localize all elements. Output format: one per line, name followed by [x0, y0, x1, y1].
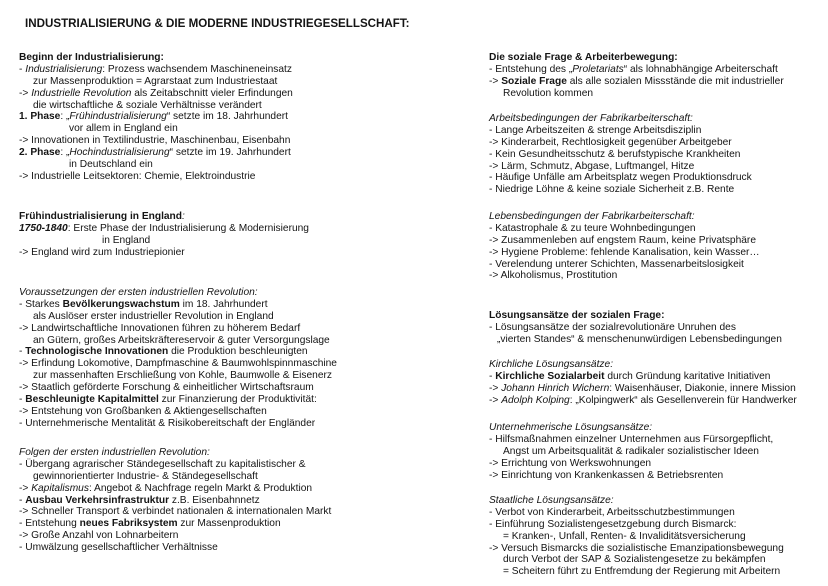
- text-line: 2. Phase: „Hochindustrialisierung“ setzte im 19. Jahrhundert: [19, 147, 291, 159]
- text-line: -> Errichtung von Werkswohnungen: [489, 457, 652, 469]
- text-line: -> Soziale Frage als alle sozialen Missstände die mit industrieller: [489, 75, 784, 87]
- text-line: - Lösungsansätze der sozialrevolutionäre Unruhen des: [489, 321, 736, 333]
- text-line: zur massenhaften Erschließung von Kohle, Baumwolle & Eisenerz: [33, 370, 332, 382]
- text-line: in England: [102, 234, 151, 246]
- text-line: - Kein Gesundheitsschutz & berufstypische Krankheiten: [489, 148, 741, 160]
- text-line: - Beschleunigte Kapitalmittel zur Finanzierung der Produktivität:: [19, 394, 317, 406]
- text-line: -> Einrichtung von Krankenkassen & Betriebsrenten: [489, 469, 724, 481]
- text-line: - Starkes Bevölkerungswachstum im 18. Jahrhundert: [19, 298, 268, 310]
- text-line: - Umwälzung gesellschaftlicher Verhältnisse: [19, 542, 218, 554]
- section-arbeitsbedingungen: [489, 113, 752, 196]
- section-heading: Unternehmerische Lösungsansätze:: [489, 422, 653, 433]
- text-line: Revolution kommen: [503, 87, 594, 99]
- section-kirchliche: [489, 359, 797, 407]
- section-heading: Staatliche Lösungsansätze:: [489, 495, 614, 506]
- section-staatliche: [489, 495, 784, 578]
- text-line: -> England wird zum Industriepionier: [19, 246, 185, 258]
- text-line: -> Landwirtschaftliche Innovationen führen zu höherem Bedarf: [19, 322, 301, 334]
- text-line: durch Verbot der SAP & Sozialistengesetze zu bekämpfen: [503, 554, 766, 566]
- text-line: = Scheitern führt zu Entfremdung der Regierung mit Arbeitern: [503, 566, 781, 578]
- text-line: - Technologische Innovationen die Produktion beschleunigten: [19, 346, 308, 358]
- section-folgen: [19, 447, 331, 554]
- text-line: -> Alkoholismus, Prostitution: [489, 270, 618, 282]
- text-line: -> Industrielle Leitsektoren: Chemie, Elektroindustrie: [19, 170, 256, 182]
- text-line: -> Staatlich geförderte Forschung & einheitlicher Wirtschaftsraum: [19, 382, 314, 394]
- section-heading: Lebensbedingungen der Fabrikarbeiterschaft:: [489, 211, 695, 222]
- text-line: „vierten Standes“ & menschenunwürdigen Lebensbedingungen: [497, 333, 782, 345]
- text-line: - Übergang agrarischer Ständegesellschaft zu kapitalistischer &: [19, 458, 306, 470]
- text-line: an Gütern, großes Arbeitskräftereservoir & guter Versorgungslage: [33, 334, 330, 346]
- text-line: - Ausbau Verkehrsinfrastruktur z.B. Eisenbahnnetz: [19, 494, 260, 506]
- section-beginn: [19, 52, 293, 183]
- section-frueh: [19, 211, 309, 259]
- section-heading: Voraussetzungen der ersten industriellen Revolution:: [19, 287, 258, 298]
- section-soziale-frage: [489, 52, 784, 100]
- text-line: = Kranken-, Unfall, Renten- & Invaliditätsversicherung: [503, 530, 746, 542]
- text-line: - Kirchliche Sozialarbeit durch Gründung karitative Initiativen: [489, 370, 771, 382]
- section-heading: Arbeitsbedingungen der Fabrikarbeiterschaft:: [489, 113, 693, 124]
- text-line: 1750-1840: Erste Phase der Industrialisierung & Modernisierung: [19, 222, 309, 234]
- text-line: gewinnorientierter Industrie- & Ständegesellschaft: [33, 470, 258, 482]
- text-line: -> Erfindung Lokomotive, Dampfmaschine & Baumwohlspinnmaschine: [19, 358, 337, 370]
- text-line: -> Adolph Kolping: „Kolpingwerk“ als Gesellenverein für Handwerker: [489, 394, 797, 406]
- section-heading: Frühindustrialisierung in England:: [19, 211, 185, 222]
- text-line: - Lange Arbeitszeiten & strenge Arbeitsdisziplin: [489, 124, 702, 136]
- text-line: vor allem in England ein: [69, 123, 178, 135]
- text-line: -> Kinderarbeit, Rechtlosigkeit gegenüber Arbeitgeber: [489, 136, 732, 148]
- text-line: - Katastrophale & zu teure Wohnbedingungen: [489, 222, 696, 234]
- text-line: -> Große Anzahl von Lohnarbeitern: [19, 530, 179, 542]
- section-heading: Die soziale Frage & Arbeiterbewegung:: [489, 52, 678, 63]
- text-line: -> Schneller Transport & verbindet nationalen & internationalen Markt: [19, 506, 332, 518]
- text-line: -> Innovationen in Textilindustrie, Maschinenbau, Eisenbahn: [19, 135, 291, 147]
- text-line: -> Kapitalismus: Angebot & Nachfrage regeln Markt & Produktion: [19, 482, 313, 494]
- text-line: - Entstehung des „Proletariats“ als lohnabhängige Arbeiterschaft: [489, 63, 778, 75]
- text-line: - Verelendung unterer Schichten, Massenarbeitslosigkeit: [489, 258, 744, 270]
- text-line: - Niedrige Löhne & keine soziale Sicherheit z.B. Rente: [489, 184, 735, 196]
- text-line: -> Johann Hinrich Wichern: Waisenhäuser, Diakonie, innere Mission: [489, 382, 796, 394]
- text-line: -> Zusammenleben auf engstem Raum, keine Privatsphäre: [489, 234, 756, 246]
- text-line: - Häufige Unfälle am Arbeitsplatz wegen Produktionsdruck: [489, 172, 752, 184]
- text-line: in Deutschland ein: [69, 159, 153, 171]
- text-line: - Industrialisierung: Prozess wachsendem Maschineneinsatz: [19, 63, 292, 75]
- text-line: - Einführung Sozialistengesetzgebung durch Bismarck:: [489, 518, 737, 530]
- text-line: - Hilfsmaßnahmen einzelner Unternehmen aus Fürsorgepflicht,: [489, 433, 774, 445]
- section-unternehmerische: [489, 422, 773, 481]
- section-heading: Folgen der ersten industriellen Revolution:: [19, 447, 210, 458]
- text-line: als Auslöser erster industrieller Revolution in England: [33, 310, 274, 322]
- text-line: -> Entstehung von Großbanken & Aktiengesellschaften: [19, 405, 267, 417]
- text-line: -> Lärm, Schmutz, Abgase, Luftmangel, Hitze: [489, 160, 695, 172]
- text-line: -> Industrielle Revolution als Zeitabschnitt vieler Erfindungen: [19, 87, 293, 99]
- section-loesungsansaetze: [489, 310, 782, 346]
- text-line: die wirtschaftliche & soziale Verhältnisse verändert: [33, 99, 262, 111]
- text-line: - Verbot von Kinderarbeit, Arbeitsschutzbestimmungen: [489, 506, 735, 518]
- section-voraussetzungen: [19, 287, 337, 430]
- text-line: -> Versuch Bismarcks die sozialistische Emanzipationsbewegung: [489, 542, 784, 554]
- section-heading: Kirchliche Lösungsansätze:: [489, 359, 614, 370]
- text-line: - Unternehmerische Mentalität & Risikobereitschaft der Engländer: [19, 417, 316, 429]
- text-line: -> Hygiene Probleme: fehlende Kanalisation, kein Wasser…: [489, 246, 760, 258]
- section-lebensbedingungen: [489, 211, 760, 282]
- text-line: 1. Phase: „Frühindustrialisierung“ setzte im 18. Jahrhundert: [19, 111, 288, 123]
- text-line: zur Massenproduktion = Agrarstaat zum Industriestaat: [33, 75, 278, 87]
- text-line: Angst um Arbeitsqualität & radikaler sozialistischer Ideen: [503, 445, 759, 457]
- page-title: INDUSTRIALISIERUNG & DIE MODERNE INDUSTRIEGESELLSCHAFT:: [25, 17, 410, 30]
- section-heading: Lösungsansätze der sozialen Frage:: [489, 310, 665, 321]
- text-line: - Entstehung neues Fabriksystem zur Massenproduktion: [19, 518, 281, 530]
- section-heading: Beginn der Industrialisierung:: [19, 52, 164, 63]
